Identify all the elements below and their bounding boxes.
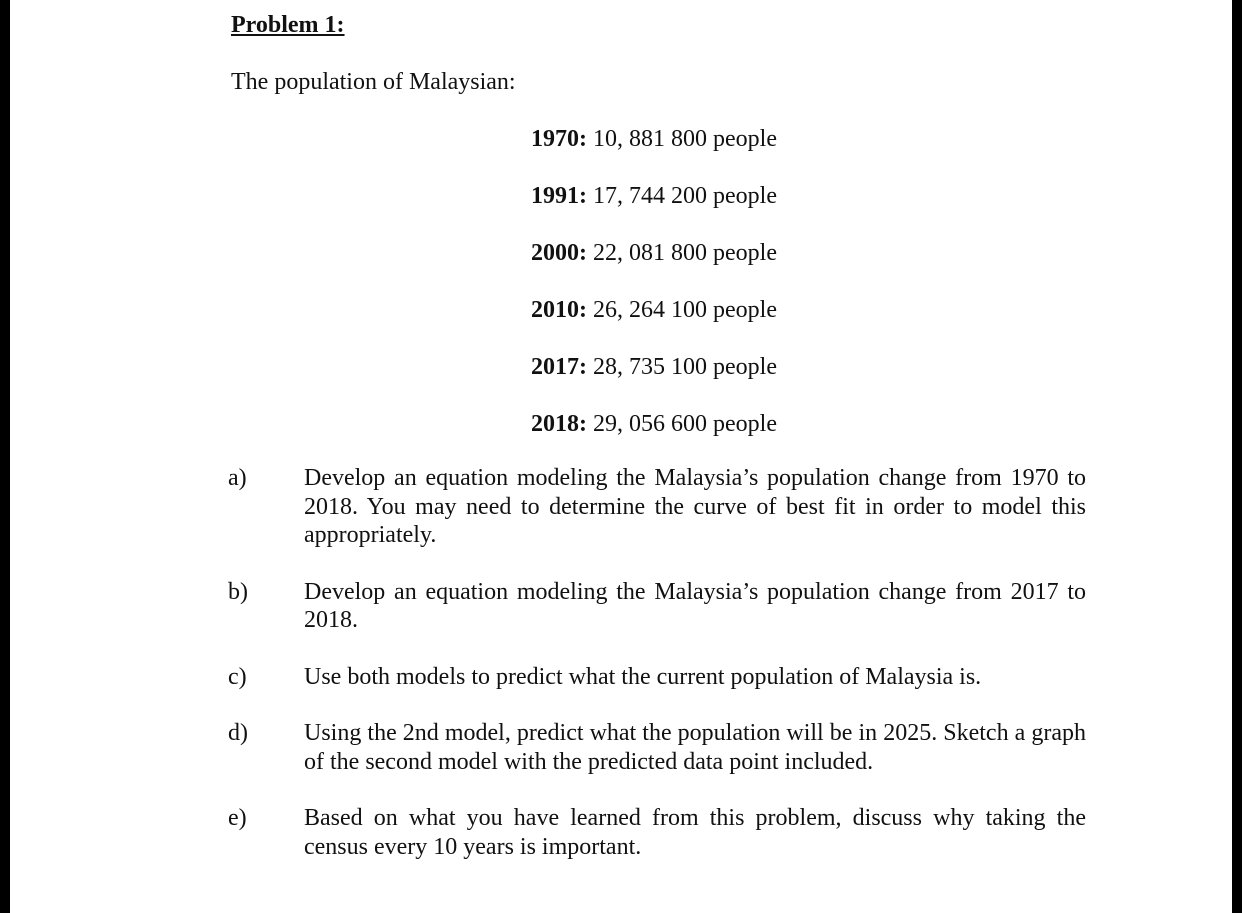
question-text: Use both models to predict what the current population of Malaysia is.	[304, 663, 982, 690]
population-value: 17, 744 200 people	[593, 183, 777, 209]
population-year: 1970:	[531, 126, 587, 152]
document-page	[10, 0, 1232, 913]
problem-title: Problem 1:	[231, 12, 345, 38]
population-item	[531, 352, 777, 409]
question-text: Develop an equation modeling the Malaysia’s population change from 1970 to 2018. You may need to determine the curve of best fit in order to model this appropriately.	[304, 465, 1086, 548]
population-item	[531, 409, 777, 466]
population-value: 26, 264 100 people	[593, 297, 777, 323]
question-label: e)	[228, 805, 247, 831]
population-year: 2010:	[531, 297, 587, 323]
population-value: 10, 881 800 people	[593, 126, 777, 152]
question-item-c	[228, 663, 1086, 692]
population-year: 2017:	[531, 354, 587, 380]
question-item-d	[228, 719, 1086, 776]
population-year: 2000:	[531, 240, 587, 266]
question-list	[228, 464, 1086, 889]
population-item	[531, 181, 777, 238]
population-item	[531, 124, 777, 181]
population-list	[531, 124, 777, 466]
population-item	[531, 238, 777, 295]
intro-text: The population of Malaysian:	[231, 69, 516, 95]
population-value: 22, 081 800 people	[593, 240, 777, 266]
question-item-a	[228, 464, 1086, 550]
question-label: b)	[228, 578, 248, 605]
population-value: 28, 735 100 people	[593, 354, 777, 380]
question-label: c)	[228, 663, 247, 690]
population-value: 29, 056 600 people	[593, 411, 777, 437]
question-text: Using the 2nd model, predict what the population will be in 2025. Sketch a graph of the second model with the predicted data point included.	[304, 720, 1086, 775]
question-item-b	[228, 578, 1086, 635]
question-text: Based on what you have learned from this problem, discuss why taking the census every 10 years is important.	[304, 805, 1086, 860]
question-text: Develop an equation modeling the Malaysia’s population change from 2017 to 2018.	[304, 578, 1086, 633]
question-label: a)	[228, 465, 247, 491]
population-year: 2018:	[531, 411, 587, 437]
population-item	[531, 295, 777, 352]
population-year: 1991:	[531, 183, 587, 209]
question-item-e	[228, 804, 1086, 861]
question-label: d)	[228, 720, 248, 746]
